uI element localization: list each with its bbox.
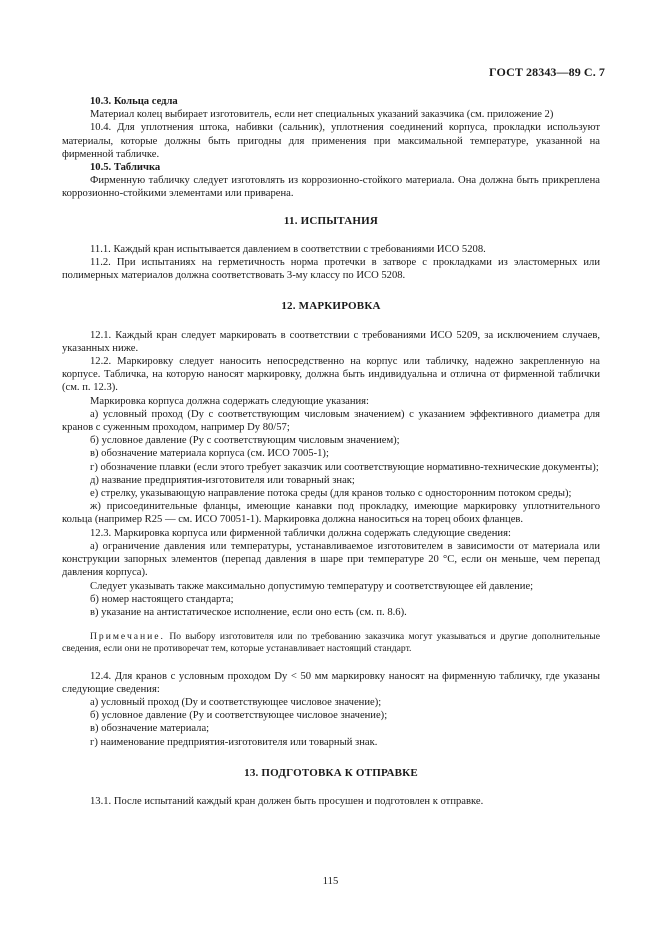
list-item: б) условное давление (Py и соответствующее числовое значение);: [90, 710, 388, 722]
paragraph-12-2: 12.2. Маркировку следует наносить непосредственно на корпус или табличку, надежно закрепленную на корпусе. Табличка, на которую наносят маркировку, должна быть индивидуальна и отлична от фирменной таблички (см. п. 12.3).: [62, 356, 600, 394]
list-item: г) обозначение плавки (если этого требует заказчик или соответствующие нормативно-технические документы);: [90, 461, 599, 473]
subsection-title-10-5: 10.5. Табличка: [90, 162, 161, 174]
list-item: а) условный проход (Dy с соответствующим числовым значением) с указанием эффективного диаметра для кранов с суженным проходом, например Dy 80/57;: [62, 408, 600, 434]
list-item: б) условное давление (Py с соответствующим числовым значением);: [90, 435, 400, 447]
list-item: а) ограничение давления или температуры, устанавливаемое изготовителем в зависимости от материала или конструкции запорных элементов (перепад давления в шаре при температуре 20 °С, если он меньше, чем перепад давления корпуса).: [62, 540, 600, 579]
note-text: По выбору изготовителя или по требованию заказчика могут указываться и другие дополнительные сведения, если они не противоречат тем, которые устанавливает настоящий стандарт.: [62, 631, 600, 655]
list-item: а) условный проход (Dy и соответствующее числовое значение);: [90, 696, 382, 708]
list-item: б) номер настоящего стандарта;: [90, 593, 234, 605]
paragraph-10-4: 10.4. Для уплотнения штока, набивки (сальник), уплотнения соединений корпуса, прокладки используют материалы, которые должны быть пригодны для применения при максимальной температуре, указанной на фирменной табличке.: [62, 122, 600, 160]
paragraph-marking-intro: Маркировка корпуса должна содержать следующие указания:: [90, 395, 369, 407]
list-item: е) стрелку, указывающую направление потока среды (для кранов только с односторонним потоком среды);: [90, 488, 572, 500]
paragraph-11-1: 11.1. Каждый кран испытывается давлением в соответствии с требованиями ИСО 5208.: [90, 243, 486, 255]
paragraph-12-4: 12.4. Для кранов с условным проходом Dy < 50 мм маркировку наносят на фирменную табличку, где указаны следующие сведения:: [62, 670, 600, 695]
paragraph-12-3: 12.3. Маркировка корпуса или фирменной таблички должна содержать следующие сведения:: [90, 527, 511, 539]
list-item: в) обозначение материала корпуса (см. ИСО 7005-1);: [90, 448, 329, 460]
subsection-title-10-3: 10.3. Кольца седла: [90, 96, 178, 107]
paragraph-10-3: Материал колец выбирает изготовитель, если нет специальных указаний заказчика (см. приложение 2): [90, 109, 554, 121]
paragraph-max-temperature: Следует указывать также максимально допустимую температуру и соответствующее ей давление;: [90, 580, 534, 592]
page-content: [62, 95, 600, 808]
list-item: г) наименование предприятия-изготовителя или товарный знак.: [90, 736, 378, 748]
page-number: 115: [322, 876, 339, 887]
list-item: в) обозначение материала;: [90, 723, 210, 735]
note-label: Примечание.: [90, 631, 165, 643]
list-item: ж) присоединительные фланцы, имеющие канавки под прокладку, имеющие маркировку уплотнительного кольца (например R25 — см. ИСО 70051-1). Маркировка должна наноситься на торец обоих фланцев.: [62, 501, 600, 526]
section-title-13: 13. ПОДГОТОВКА К ОТПРАВКЕ: [244, 766, 418, 779]
section-title-11: 11. ИСПЫТАНИЯ: [283, 214, 379, 227]
section-title-12: 12. МАРКИРОВКА: [281, 300, 381, 313]
list-item: д) название предприятия-изготовителя или товарный знак;: [90, 474, 355, 486]
paragraph-13-1: 13.1. После испытаний каждый кран должен быть просушен и подготовлен к отправке.: [90, 795, 484, 807]
list-item: в) указание на антистатическое исполнение, если оно есть (см. п. 8.6).: [90, 606, 407, 618]
paragraph-12-1: 12.1. Каждый кран следует маркировать в соответствии с требованиями ИСО 5209, за исключением случаев, указанных ниже.: [62, 329, 600, 354]
gost-header: ГОСТ 28343—89 С. 7: [489, 65, 605, 79]
paragraph-11-2: 11.2. При испытаниях на герметичность норма протечки в затворе с прокладками из эластомерных или полимерных материалов должна соответствовать 3-му классу по ИСО 5208.: [62, 257, 600, 282]
note: [62, 631, 600, 655]
paragraph-10-5: Фирменную табличку следует изготовлять из коррозионно-стойкого материала. Она должна быть прикреплена коррозионно-стойкими элементами или приварена.: [62, 175, 600, 200]
